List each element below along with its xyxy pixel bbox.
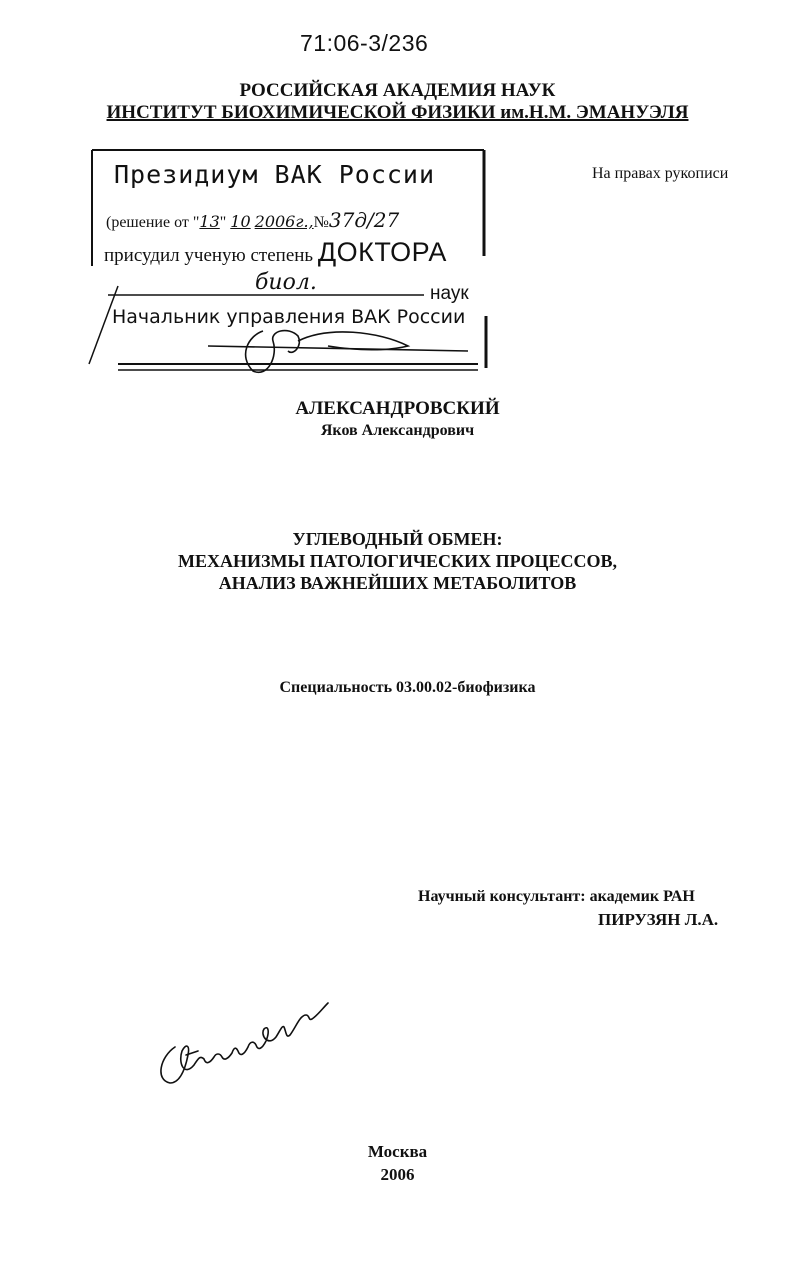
thesis-title — [0, 528, 795, 594]
title-line: АНАЛИЗ ВАЖНЕЙШИХ МЕТАБОЛИТОВ — [218, 573, 577, 593]
author-signature — [150, 985, 340, 1090]
consultant-role: Научный консультант: академик РАН — [418, 888, 695, 905]
author-surname: АЛЕКСАНДРОВСКИЙ — [295, 398, 500, 419]
stamp-awarded — [104, 237, 447, 268]
decision-mid: " — [219, 214, 227, 231]
manuscript-note: На правах рукописи — [592, 165, 729, 182]
field-handwritten: биол. — [255, 270, 317, 295]
decision-number: 37д/27 — [328, 208, 400, 232]
stamp-decision — [106, 208, 399, 232]
year: 2006 — [380, 1165, 415, 1184]
stamp-head: Начальник управления ВАК России — [112, 306, 466, 328]
institute-name: ИНСТИТУТ БИОХИМИЧЕСКОЙ ФИЗИКИ им.Н.М. ЭМАНУЭЛЯ — [106, 102, 689, 123]
author-name: Яков Александрович — [320, 422, 475, 439]
archive-code: 71:06-3/236 — [300, 30, 429, 56]
title-line: УГЛЕВОДНЫЙ ОБМЕН: — [292, 529, 503, 549]
stamp-sciences: наук — [430, 283, 469, 304]
stamp-title: Президиум ВАК России — [114, 160, 436, 189]
decision-year: 2006г., — [254, 212, 314, 231]
decision-prefix: (решение от " — [106, 214, 200, 231]
decision-day: 13 — [199, 212, 220, 231]
academy-name: РОССИЙСКАЯ АКАДЕМИЯ НАУК — [239, 80, 556, 101]
specialty: Специальность 03.00.02-биофизика — [279, 679, 536, 696]
title-line: МЕХАНИЗМЫ ПАТОЛОГИЧЕСКИХ ПРОЦЕССОВ, — [178, 551, 617, 571]
decision-no-label: № — [313, 214, 329, 231]
city: Москва — [367, 1142, 428, 1161]
vak-signature — [208, 331, 468, 373]
decision-month: 10 — [230, 212, 251, 231]
awarded-prefix: присудил ученую степень — [104, 245, 314, 266]
consultant-name: ПИРУЗЯН Л.А. — [598, 910, 719, 929]
degree-label: ДОКТОРА — [317, 237, 447, 267]
